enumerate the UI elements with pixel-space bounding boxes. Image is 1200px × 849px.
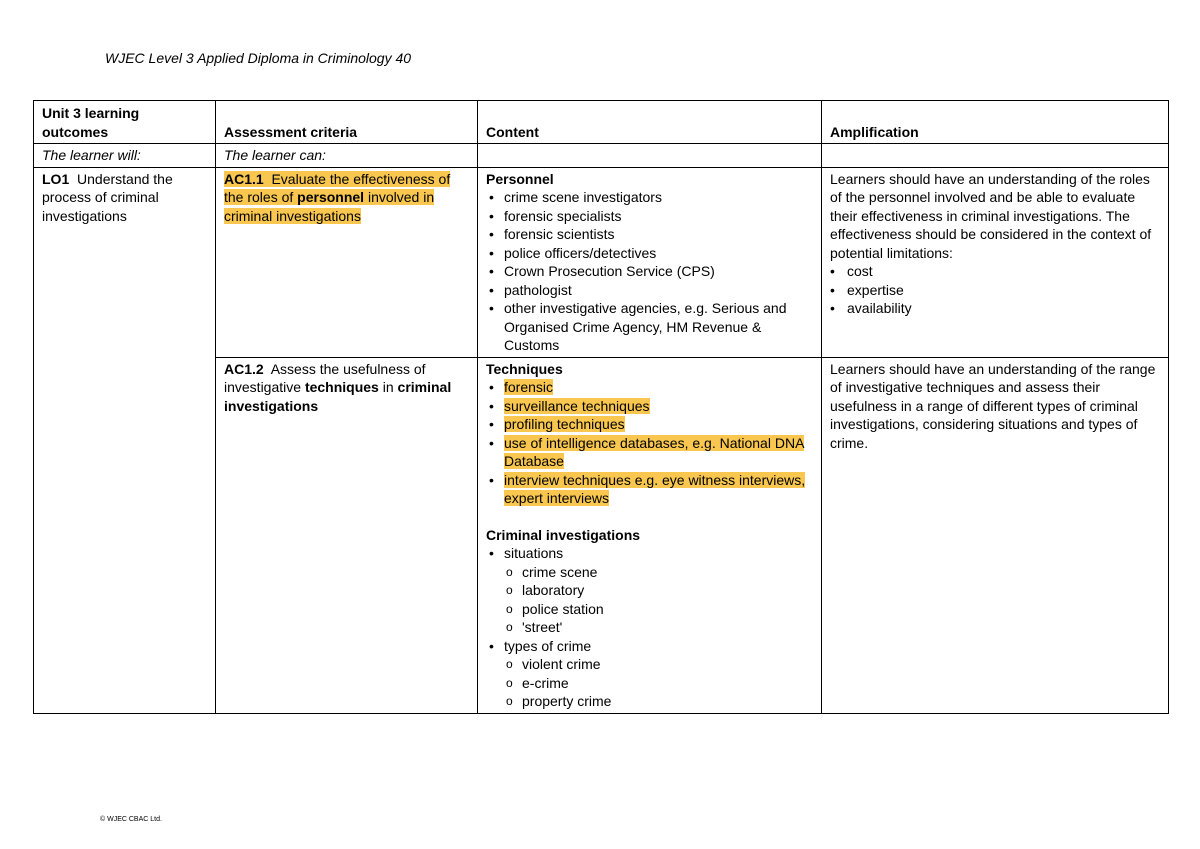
- list-item: o e-crime: [522, 674, 813, 693]
- col-header-criteria: Assessment criteria: [216, 101, 478, 144]
- amp2-cell: [822, 357, 1169, 713]
- personnel-list: [486, 188, 813, 355]
- list-item: • forensic specialists: [504, 207, 813, 226]
- personnel-cell: [478, 167, 822, 357]
- subheader-empty-content: [478, 144, 822, 168]
- subheader-empty-amplification: [822, 144, 1169, 168]
- ac12-text-a: Assess the usefulness of investigative: [224, 360, 426, 395]
- lo1-text: Understand the process of criminal investigations: [42, 170, 173, 224]
- techniques-list: [486, 378, 813, 508]
- crime-types-list: [504, 655, 813, 711]
- col-header-content: Content: [478, 101, 822, 144]
- ac12-bold1: techniques: [304, 379, 379, 395]
- ac11-highlight: [224, 171, 450, 224]
- subheader-learner-can: The learner can:: [216, 144, 478, 168]
- investigations-list: [486, 544, 813, 711]
- list-item: o laboratory: [522, 581, 813, 600]
- limitations-list: [830, 262, 1160, 318]
- ac11-bold: personnel: [297, 189, 365, 205]
- investigations-heading: Criminal investigations: [486, 526, 641, 543]
- list-item: • forensic: [504, 378, 813, 397]
- page-header: WJEC Level 3 Applied Diploma in Criminology 40: [105, 50, 412, 66]
- list-item: • police officers/detectives: [504, 244, 813, 263]
- ac12-code: AC1.2: [224, 360, 264, 377]
- footer-copyright: © WJEC CBAC Ltd.: [100, 816, 162, 823]
- list-item: • situations o crime scene o laboratory o police station o 'street': [504, 544, 813, 637]
- criteria-table: [33, 100, 1169, 714]
- list-item: • surveillance techniques: [504, 397, 813, 416]
- list-item: • availability: [847, 299, 1160, 318]
- techniques-cell: [478, 357, 822, 713]
- list-item: • types of crime o violent crime o e-crime o property crime: [504, 637, 813, 711]
- situations-list: [504, 563, 813, 637]
- header-row: [34, 101, 1169, 144]
- list-item: o police station: [522, 600, 813, 619]
- ac11-row: [34, 167, 1169, 357]
- list-item: • profiling techniques: [504, 415, 813, 434]
- list-item: • Crown Prosecution Service (CPS): [504, 262, 813, 281]
- ac12-bold2: criminal investigations: [224, 379, 452, 414]
- list-item: • pathologist: [504, 281, 813, 300]
- ac11-cell: [216, 167, 478, 357]
- amp2-text: Learners should have an understanding of the range of investigative techniques and assess their usefulness in a range of different types of criminal investigations, considering situations and types of crime.: [830, 360, 1156, 451]
- list-item: • interview techniques e.g. eye witness interviews, expert interviews: [504, 471, 813, 508]
- subheader-learner-will: The learner will:: [34, 144, 216, 168]
- subheader-row: [34, 144, 1169, 168]
- list-item: o 'street': [522, 618, 813, 637]
- ac11-text-b: involved in criminal investigations: [224, 189, 435, 224]
- list-item: • expertise: [847, 281, 1160, 300]
- ac11-code: AC1.1: [224, 170, 264, 187]
- ac12-cell: [216, 357, 478, 713]
- col-header-amplification: Amplification: [822, 101, 1169, 144]
- lo1-cell: [34, 167, 216, 713]
- amp1-text: Learners should have an understanding of the roles of the personnel involved and be able to evaluate their effectiveness in criminal investigations. The effectiveness should be considered in the context of potential limitations:: [830, 170, 1152, 261]
- list-item: • forensic scientists: [504, 225, 813, 244]
- amp1-cell: [822, 167, 1169, 357]
- list-item: o property crime: [522, 692, 813, 711]
- list-item: • other investigative agencies, e.g. Serious and Organised Crime Agency, HM Revenue & Customs: [504, 299, 813, 355]
- list-item: o crime scene: [522, 563, 813, 582]
- personnel-heading: Personnel: [486, 170, 554, 187]
- list-item: • cost: [847, 262, 1160, 281]
- techniques-heading: Techniques: [486, 360, 563, 377]
- list-item: • use of intelligence databases, e.g. National DNA Database: [504, 434, 813, 471]
- ac11-text-a: Evaluate the effectiveness of the roles of: [224, 170, 451, 205]
- lo1-code: LO1: [42, 170, 70, 187]
- list-item: • crime scene investigators: [504, 188, 813, 207]
- list-item: o violent crime: [522, 655, 813, 674]
- ac12-text-b: in: [382, 379, 394, 395]
- col-header-outcomes: Unit 3 learning outcomes: [34, 101, 216, 144]
